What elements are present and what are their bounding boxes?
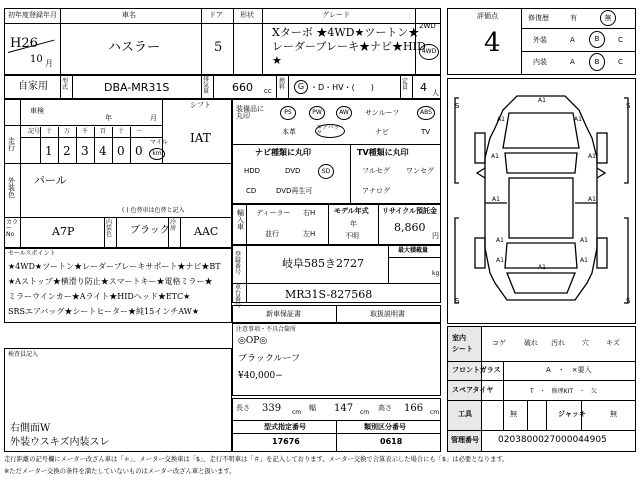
grade-line2: レーダーブレーキ★ナビ★HID <box>272 40 426 53</box>
sales-points-label: セールスポイント <box>8 250 56 257</box>
recycle-amount: 8,860 <box>394 221 426 234</box>
mileage-digit: 2 <box>63 144 71 158</box>
import-right-hand: 右H <box>303 209 316 217</box>
sales-point-line4: SRSエアバッグ★シートヒーター★純15インチAW★ <box>8 307 200 316</box>
model-year-label: モデル年式 <box>334 207 369 215</box>
footer-line2: ※ただメーター交換の条件を満たしていないものはメーター改ざん車と扱います。 <box>4 468 236 475</box>
inspector-label: 検査員記入 <box>8 351 39 358</box>
spare-tire-label: スペアタイヤ <box>452 386 494 394</box>
spare-tire-value: T ・ 修理KIT ・ 欠 <box>530 388 598 395</box>
damage-mark: A1 <box>492 196 500 203</box>
shift-label: シフト <box>190 101 211 109</box>
max-load-kg: kg <box>432 270 440 277</box>
use-type: 自家用 <box>18 81 48 92</box>
score-label: 評価点 <box>477 12 498 20</box>
km-circled: km <box>149 148 165 160</box>
door-label: ドア <box>209 11 223 19</box>
digit-header: 一 <box>136 128 143 135</box>
digit-header: 記号 <box>28 128 41 135</box>
shift-value: IAT <box>190 131 211 145</box>
car-name: ハスラー <box>108 40 161 55</box>
damage-mark: A1 <box>496 257 504 264</box>
car-name-label: 車名 <box>122 11 136 19</box>
repair-yes: 有 <box>570 14 577 22</box>
car-diagram <box>447 78 636 324</box>
type-label: 型式 <box>62 78 69 91</box>
mgmt-number: 0203800027000044905 <box>498 435 607 445</box>
bracket-left-top: S <box>455 102 460 110</box>
damage-mark: A1 <box>491 153 499 160</box>
mileage-digit: 1 <box>45 144 53 158</box>
bracket-left-bottom: S <box>455 297 460 305</box>
type-spec-label: 型式指定番号 <box>264 423 306 431</box>
chassis-label: 車台番号 <box>235 284 242 309</box>
equip-abs: ABS <box>417 106 435 120</box>
mileage-digit: 3 <box>81 144 89 158</box>
damage-mark: A1 <box>588 153 596 160</box>
year-label: 年 <box>105 114 112 122</box>
damage-mark: A1 <box>574 116 582 123</box>
sales-point-line2: ★Aストップ★横滑り防止★スマートキー★電格ミラー★ <box>8 277 213 286</box>
month-unit: 月 <box>45 59 53 68</box>
fuel-gasoline-circled: G <box>294 80 308 94</box>
digit-header: 万 <box>64 128 71 135</box>
registration-label: 登録番号 <box>235 251 242 276</box>
notes-line3: ¥40,000− <box>238 371 283 381</box>
height-value: 166 <box>404 403 424 414</box>
import-dealer: ディーラー <box>256 209 291 217</box>
exterior-grade-c: C <box>618 36 623 44</box>
type-spec-value: 17676 <box>272 437 300 446</box>
seat-hole: 穴 <box>582 339 589 347</box>
capacity: 4 <box>420 81 427 94</box>
category-label: 類別区分番号 <box>364 423 406 431</box>
inspection-label: 車検 <box>30 107 44 115</box>
model-year-unknown: 不明 <box>345 232 359 240</box>
tv-analog: アナログ <box>362 187 390 195</box>
width-unit: cm <box>360 409 370 416</box>
exterior-color: パール <box>34 174 67 187</box>
interior-color-label: 内装色 <box>106 219 113 238</box>
exterior-label: 外装色 <box>8 177 15 199</box>
damage-mark: A1 <box>496 237 504 244</box>
seat-burn: コゲ <box>492 339 506 347</box>
repair-no-circled: 無 <box>600 10 616 26</box>
mileage-digit: 0 <box>117 144 125 158</box>
equip-aw: AW <box>336 106 352 120</box>
notes-line2: ブラックルーフ <box>238 354 301 364</box>
cc-unit: cc <box>264 87 272 95</box>
bracket-right-bottom: S <box>626 297 631 305</box>
manual-label: 取扱説明書 <box>370 310 405 318</box>
seat-tear: 破れ <box>524 339 538 347</box>
damage-mark: A1 <box>588 196 596 203</box>
length-unit: cm <box>292 409 302 416</box>
equip-tv: TV <box>421 128 431 136</box>
equip-airbag: エアバック <box>315 124 345 138</box>
interior-grade-c: C <box>618 58 623 66</box>
seat-scratch: キズ <box>606 339 620 347</box>
equip-sunroof: サンルーフ <box>365 109 400 117</box>
jack-label: ジャッキ <box>558 410 586 418</box>
interior-grade-a: A <box>570 58 575 66</box>
jack-value: 無 <box>610 410 617 418</box>
model-year-unit: 年 <box>350 220 357 228</box>
exterior-grade-a: A <box>570 36 575 44</box>
max-load-label: 最大積載量 <box>398 247 429 254</box>
chassis-number: MR31S-827568 <box>285 288 373 301</box>
equipment-label: 装備品に丸印 <box>236 105 264 120</box>
tools-value: 無 <box>510 410 517 418</box>
digit-header: 十 <box>46 128 53 135</box>
repair-label: 修復歴 <box>528 14 549 22</box>
equip-leather: 本革 <box>282 128 296 136</box>
mile-label: マイル <box>150 139 168 146</box>
displacement: 660 <box>232 81 253 94</box>
notes-line1: ◎OP◎ <box>238 336 268 346</box>
mileage-digit: 0 <box>135 144 143 158</box>
first-reg-label: 初年度登録年月 <box>8 11 57 19</box>
equip-pw: PW <box>309 106 325 120</box>
equip-navi: ナビ <box>375 128 389 136</box>
interior-grade-label: 内装 <box>533 58 547 66</box>
exterior-grade-b-circled: B <box>589 31 605 48</box>
mileage-digit: 4 <box>99 144 107 158</box>
damage-mark: A1 <box>497 116 505 123</box>
damage-mark: A1 <box>580 237 588 244</box>
capacity-unit: 人 <box>432 89 439 97</box>
shape-label: 形状 <box>240 11 254 19</box>
digit-header: 百 <box>100 128 107 135</box>
import-label: 輸入車 <box>237 209 244 231</box>
tools-label: 工具 <box>458 410 472 418</box>
navi-type-label: ナビ種類に丸印 <box>255 148 311 157</box>
width-value: 147 <box>334 403 354 414</box>
import-parallel: 並行 <box>265 230 279 238</box>
fuel-label: 燃料 <box>279 78 286 91</box>
displacement-label: 排気量 <box>203 76 210 95</box>
navi-cd: CD <box>246 187 257 195</box>
ac-value: AAC <box>194 225 219 238</box>
damage-mark: A1 <box>580 257 588 264</box>
length-label: 長さ <box>236 404 250 412</box>
drive-4wd-circled: 4WD <box>419 44 439 60</box>
front-glass-value: A ・ ×要入 <box>546 366 592 374</box>
warranty-label: 新車保証書 <box>266 310 301 318</box>
notes-label: 注意事項・不具合箇所 <box>236 326 297 333</box>
digit-header: 十 <box>118 128 125 135</box>
length-value: 339 <box>262 403 282 414</box>
first-reg-year: H26 <box>10 36 38 51</box>
width-label: 幅 <box>309 404 316 412</box>
color-no: A7P <box>52 225 75 238</box>
interior-grade-b-circled: B <box>589 53 605 71</box>
ac-label: 冷房 <box>170 219 177 232</box>
navi-dvd: DVD <box>285 167 301 175</box>
first-reg-month: 10 <box>30 54 43 65</box>
tv-fullseg: フルセグ <box>362 167 390 175</box>
mileage-label: 走行 <box>8 137 15 152</box>
height-unit: cm <box>430 409 440 416</box>
navi-sd-circled: SD <box>318 164 334 179</box>
registration-number: 岐阜585き2727 <box>282 257 364 270</box>
height-label: 高さ <box>378 404 392 412</box>
footer-line1: 走行距離の記号欄にメーター改ざん車は「＊」、メーター交換車は「$」、走行不明車は「＃」を記入しております。メーター交換で合算表示した場合にも「$」は必要となります。 <box>4 456 509 463</box>
equip-ps: PS <box>280 106 296 120</box>
interior-color: ブラック <box>130 225 170 236</box>
damage-mark: A1 <box>538 264 546 271</box>
navi-hdd: HDD <box>244 167 261 175</box>
interior-seat-label: 室内 シート <box>452 334 473 353</box>
recycle-yen: 円 <box>432 232 439 240</box>
import-left-hand: 左H <box>303 230 316 238</box>
exterior-grade-label: 外装 <box>533 36 547 44</box>
capacity-label: 定員 <box>402 78 409 91</box>
score-value: 4 <box>484 28 501 58</box>
inspector-line2: 外装ウスキズ内装スレ <box>10 437 110 448</box>
sales-point-line3: ミラーウインカー★Aライト★HIDヘッド★ETC★ <box>8 292 191 301</box>
tv-type-label: TV種類に丸印 <box>357 148 409 157</box>
door-count: 5 <box>214 40 223 55</box>
month-label: 月 <box>150 114 157 122</box>
seat-stain: 汚れ <box>551 339 565 347</box>
mgmt-label: 管理番号 <box>451 436 479 444</box>
bracket-right-top: S <box>626 102 631 110</box>
model-code: DBA-MR31S <box>104 81 170 94</box>
grade-line3: ★ <box>272 54 282 67</box>
recycle-label: リサイクル預託金 <box>382 207 438 215</box>
category-value: 0618 <box>380 437 403 446</box>
sales-point-line1: ★4WD★ツートン★レーダーブレーキサポート★ナビ★BT <box>8 262 221 271</box>
damage-mark: A1 <box>538 97 546 104</box>
inspector-line1: 右側面W <box>10 423 51 434</box>
color-note: ( ) 色替車は色替と記入 <box>122 207 185 214</box>
color-no-label: カラーNo <box>6 219 19 238</box>
front-glass-label: フロントガラス <box>452 366 501 374</box>
drive-2wd: 2WD <box>419 22 436 30</box>
fuel-options: ・D・HV・( ) <box>310 83 374 92</box>
grade-line1: Xターボ ★4WD★ツートン★ <box>272 26 420 39</box>
digit-header: 千 <box>82 128 89 135</box>
navi-dvd-playable: DVD再生可 <box>276 187 313 195</box>
grade-label: グレード <box>322 11 350 19</box>
tv-oneseg: ワンセグ <box>406 167 434 175</box>
